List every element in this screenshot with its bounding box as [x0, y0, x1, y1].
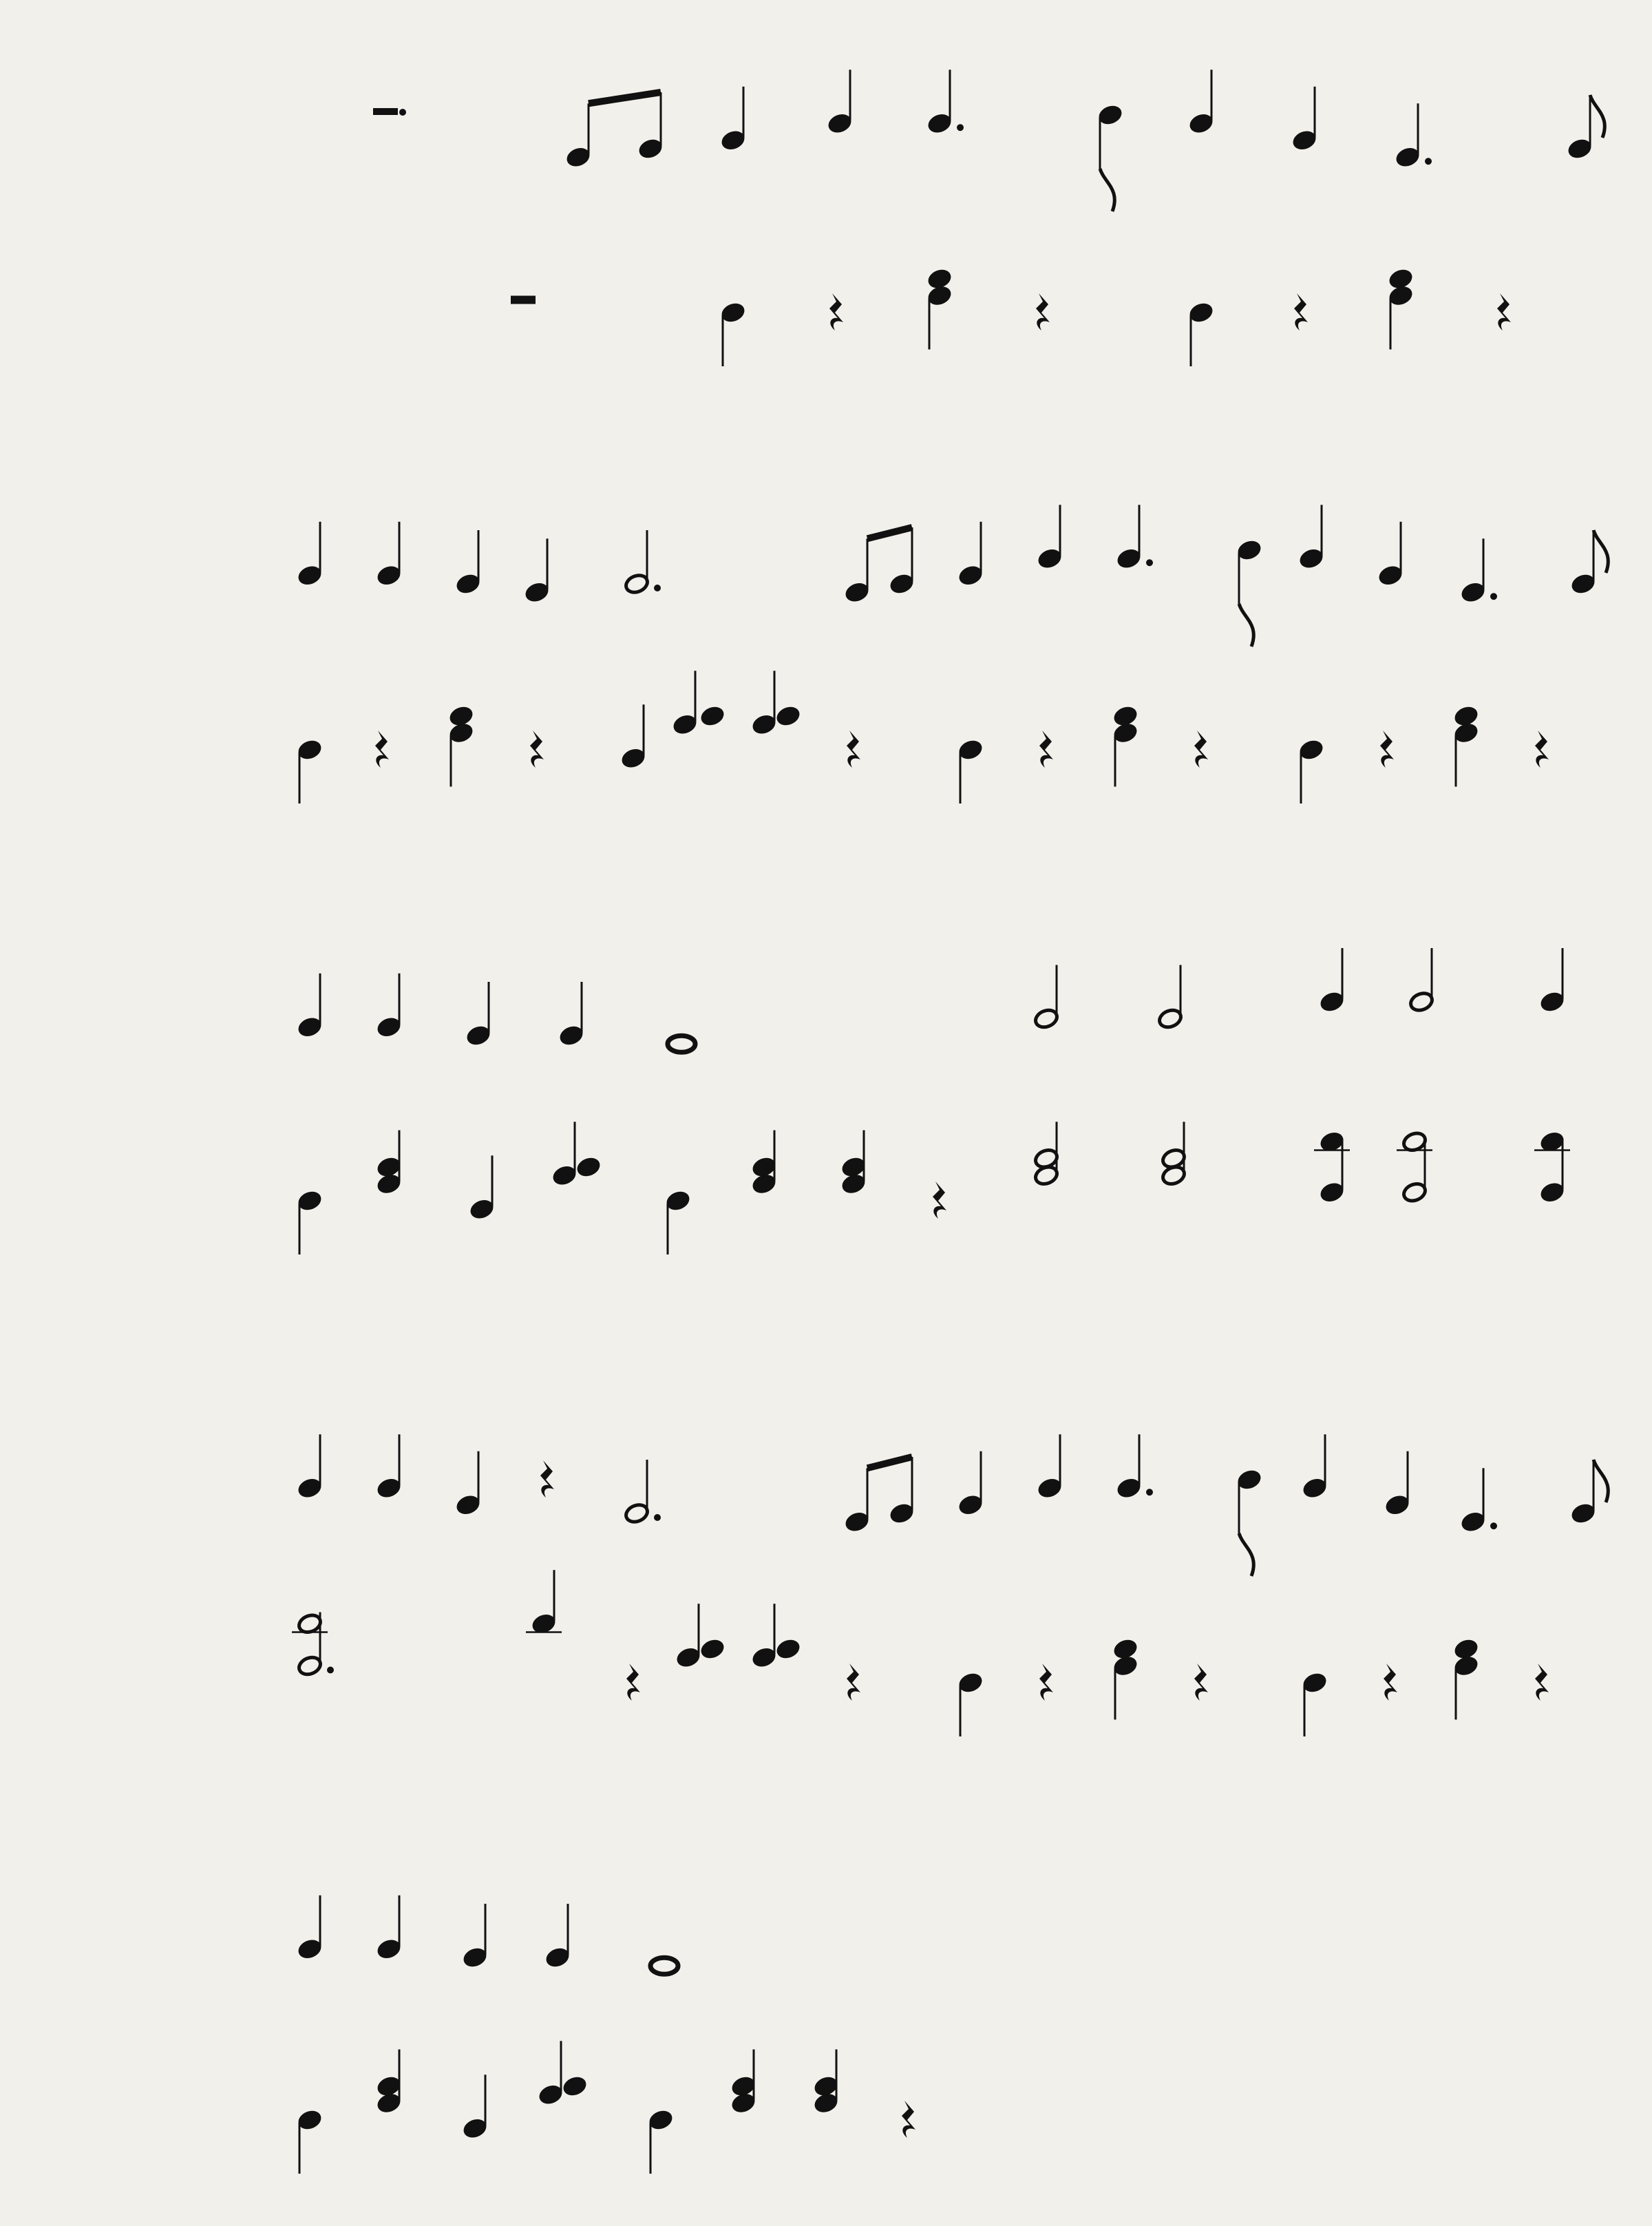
- quarter-rest: [902, 2101, 915, 2138]
- whole-rest: [511, 296, 536, 304]
- notehead: [926, 266, 954, 291]
- notehead: [447, 704, 476, 728]
- notehead: [561, 2074, 589, 2099]
- beam: [867, 1457, 912, 1468]
- quarter-rest: [1535, 731, 1549, 768]
- quarter-rest: [626, 1663, 640, 1701]
- notehead: [1452, 704, 1481, 728]
- beam: [589, 92, 661, 103]
- quarter-rest: [540, 1460, 554, 1498]
- beam: [867, 527, 912, 538]
- notehead: [624, 1502, 650, 1524]
- notehead: [774, 704, 803, 728]
- quarter-rest: [1194, 1663, 1208, 1701]
- quarter-rest: [829, 293, 843, 330]
- half-rest: [373, 108, 398, 115]
- augmentation-dot: [654, 1514, 661, 1521]
- eighth-flag: [1239, 604, 1253, 647]
- eighth-flag: [1100, 169, 1114, 211]
- quarter-rest: [1194, 731, 1208, 768]
- quarter-rest: [847, 1663, 860, 1701]
- quarter-rest: [1497, 293, 1511, 330]
- notehead: [1401, 1181, 1428, 1204]
- augmentation-dot: [327, 1667, 334, 1674]
- notehead: [624, 572, 650, 595]
- augmentation-dot: [399, 109, 406, 116]
- quarter-rest: [1294, 293, 1308, 330]
- quarter-rest: [1384, 1663, 1397, 1701]
- notehead: [1161, 1147, 1187, 1170]
- quarter-rest: [1036, 293, 1050, 330]
- notehead: [1033, 1007, 1059, 1030]
- whole-note: [650, 1957, 678, 1974]
- notehead: [1033, 1147, 1059, 1170]
- augmentation-dot: [957, 124, 964, 131]
- eighth-flag: [1590, 95, 1605, 138]
- quarter-rest: [1535, 1663, 1549, 1701]
- eighth-flag: [1593, 530, 1608, 573]
- quarter-rest: [933, 1182, 946, 1219]
- notehead: [1112, 704, 1140, 728]
- notehead: [1408, 990, 1434, 1013]
- quarter-rest: [1380, 731, 1394, 768]
- eighth-flag: [1239, 1533, 1253, 1576]
- notehead: [1452, 1637, 1481, 1661]
- augmentation-dot: [1146, 559, 1153, 566]
- quarter-rest: [1039, 731, 1053, 768]
- quarter-rest: [847, 731, 860, 768]
- augmentation-dot: [1146, 1489, 1153, 1495]
- notehead: [699, 704, 727, 728]
- notehead: [297, 1655, 323, 1677]
- whole-note: [668, 1036, 695, 1052]
- augmentation-dot: [654, 585, 661, 591]
- quarter-rest: [530, 731, 544, 768]
- augmentation-dot: [1425, 158, 1432, 165]
- notehead: [1112, 1637, 1140, 1661]
- notehead: [699, 1637, 727, 1661]
- notehead: [774, 1637, 803, 1661]
- quarter-rest: [375, 731, 389, 768]
- augmentation-dot: [1490, 593, 1497, 600]
- notehead: [1157, 1007, 1183, 1030]
- quarter-rest: [1039, 1663, 1053, 1701]
- augmentation-dot: [1490, 1522, 1497, 1529]
- notehead: [575, 1155, 603, 1179]
- notehead: [1387, 266, 1415, 291]
- eighth-flag: [1593, 1460, 1608, 1502]
